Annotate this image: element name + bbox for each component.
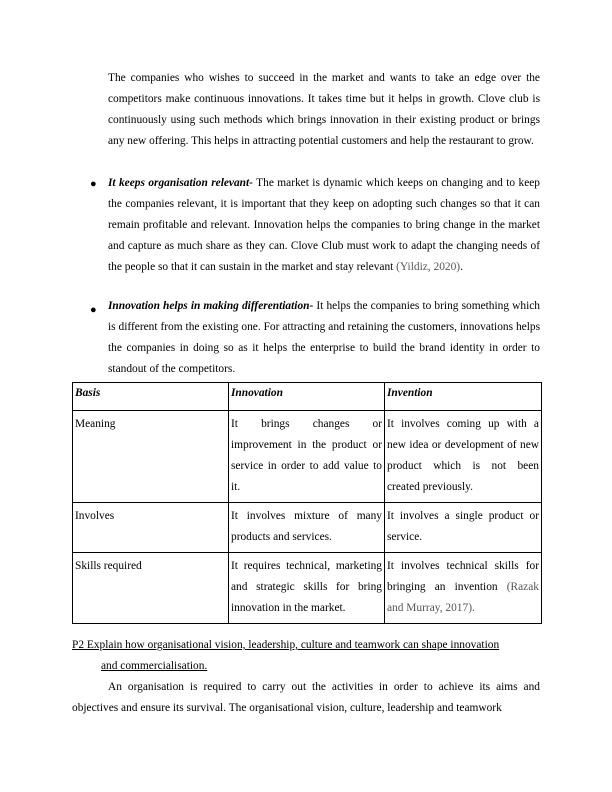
bullet-item-relevant xyxy=(108,173,540,278)
bullet-dot-icon: ● xyxy=(90,304,97,316)
body-paragraph: An organisation is required to carry out the activities in order to achieve its aims and objectives and ensure its survival. The organisational vision, culture, leadership and teamwork xyxy=(72,681,540,714)
bullet-dot-icon: ● xyxy=(90,178,97,190)
table-cell-basis: Meaning xyxy=(73,411,229,503)
bullet-text: The market is dynamic which keeps on changing and to keep the companies relevant, it is important that they keep on adopting such changes so that it can remain profitable and relevant. Innovation helps the companies to bring change in the market and capture as much share as they can. Clove Club must work to adapt the changing needs of the people so that it can sustain in the market and stay relevant xyxy=(108,177,540,273)
table-row xyxy=(73,503,542,553)
table-cell-basis: Involves xyxy=(73,503,229,553)
bullet-title: Innovation helps in making differentiation- xyxy=(108,300,314,312)
table-cell-innovation: It involves mixture of many products and services. xyxy=(229,503,385,553)
table-cell-invention xyxy=(385,553,542,624)
bullet-text: It helps the companies to bring something which is different from the existing one. For attracting and retaining the customers, innovations helps the companies in doing so as it helps the enterprise to build the brand identity in order to standout of the competitors. xyxy=(108,300,540,375)
bullet-suffix: . xyxy=(460,261,463,273)
cell-text: It involves technical skills for bringing an invention xyxy=(387,560,539,593)
heading-line-1: P2 Explain how organisational vision, leadership, culture and teamwork can shape innovation xyxy=(72,639,500,651)
table-header-cell: Invention xyxy=(385,383,542,411)
table-row xyxy=(73,553,542,624)
table-header-cell: Innovation xyxy=(229,383,385,411)
intro-paragraph: The companies who wishes to succeed in the market and wants to take an edge over the competitors make continuous innovations. It takes time but it helps in growth. Clove club is continuously using such methods which brings innovation in their existing product or brings any new offering. This helps in attracting potential customers and help the restaurant to grow. xyxy=(108,72,540,147)
table-cell-basis: Skills required xyxy=(73,553,229,624)
citation: (Yildiz, 2020) xyxy=(396,261,461,273)
heading-line-2: and commercialisation. xyxy=(101,660,208,672)
table-cell-invention: It involves coming up with a new idea or development of new product which is not been created previously. xyxy=(385,411,542,503)
table-header-cell: Basis xyxy=(73,383,229,411)
table-cell-innovation: It brings changes or improvement in the product or service in order to add value to it. xyxy=(229,411,385,503)
table-cell-innovation: It requires technical, marketing and strategic skills for bring innovation in the market. xyxy=(229,553,385,624)
comparison-table xyxy=(72,382,542,624)
bullet-item-differentiation xyxy=(108,296,540,380)
section-heading xyxy=(72,635,540,677)
table-cell-invention: It involves a single product or service. xyxy=(385,503,542,553)
table-header-row xyxy=(73,383,542,411)
citation: (Razak and Murray, 2017). xyxy=(387,581,539,614)
bullet-title: It keeps organisation relevant- xyxy=(108,177,253,189)
table-row xyxy=(73,411,542,503)
